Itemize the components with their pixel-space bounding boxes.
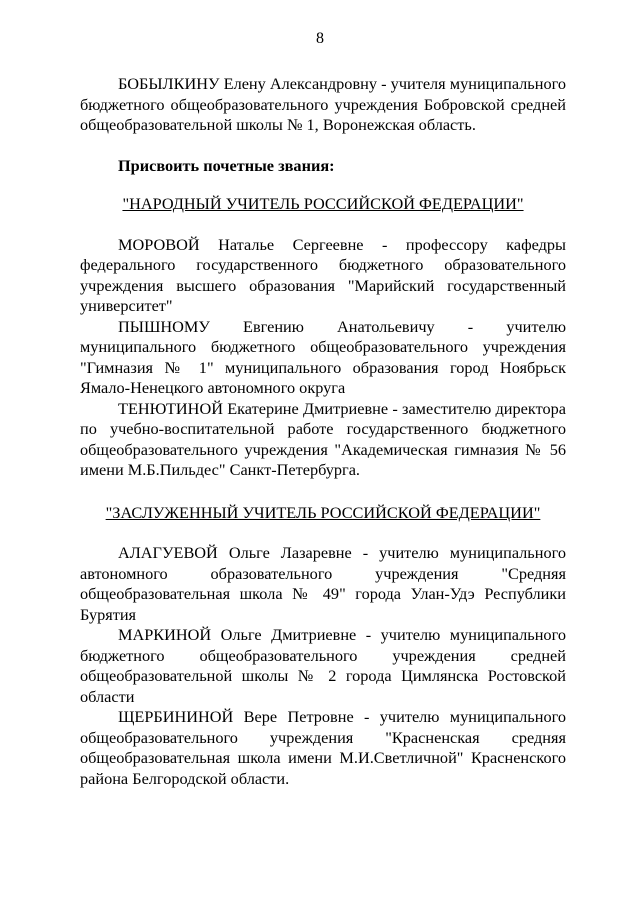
award-entry: МОРОВОЙ Наталье Сергеевне - профессору кафедры федерального государственного бюджетного образовательного учреждения высшего образования "Марийский государственный университет" <box>80 234 566 315</box>
page-number: 8 <box>316 30 324 47</box>
award-entry: ЩЕРБИНИНОЙ Вере Петровне - учителю муниципального общеобразовательного учреждения "Красненская средняя общеобразовательная школа имени М.И.Светличной" Красненского района Белгородской области. <box>80 707 566 788</box>
award-entry: ТЕНЮТИНОЙ Екатерине Дмитриевне - заместителю директора по учебно-воспитательной работе государственного бюджетного общеобразовательного учреждения "Академическая гимназия № 56 имени М.Б.Пильдес" Санкт-Петербурга. <box>80 398 566 479</box>
section-title: "НАРОДНЫЙ УЧИТЕЛЬ РОССИЙСКОЙ ФЕДЕРАЦИИ" <box>122 194 524 213</box>
section-honored-teacher <box>80 503 566 790</box>
intro-paragraph: БОБЫЛКИНУ Елену Александровну - учителя муниципального бюджетного общеобразовательного учреждения Бобровской средней общеобразовательной школы № 1, Воронежская область. <box>80 74 566 134</box>
section-title: "ЗАСЛУЖЕННЫЙ УЧИТЕЛЬ РОССИЙСКОЙ ФЕДЕРАЦИИ" <box>105 502 541 522</box>
document-body <box>80 74 566 789</box>
award-entry: МАРКИНОЙ Ольге Дмитриевне - учителю муниципального бюджетного общеобразовательного учреждения средней общеобразовательной школы № 2 города Цимлянска Ростовской области <box>80 625 566 706</box>
assign-heading: Присвоить почетные звания: <box>118 155 335 175</box>
section-people-teacher <box>80 194 566 481</box>
award-entry: АЛАГУЕВОЙ Ольге Лазаревне - учителю муниципального автономного образовательного учреждения "Средняя общеобразовательная школа № 49" города Улан-Удэ Республики Бурятия <box>80 543 566 624</box>
award-entry: ПЫШНОМУ Евгению Анатольевичу - учителю муниципального бюджетного общеобразовательного учреждения "Гимназия № 1" муниципального образования город Ноябрьск Ямало-Ненецкого автономного округа <box>80 316 566 397</box>
